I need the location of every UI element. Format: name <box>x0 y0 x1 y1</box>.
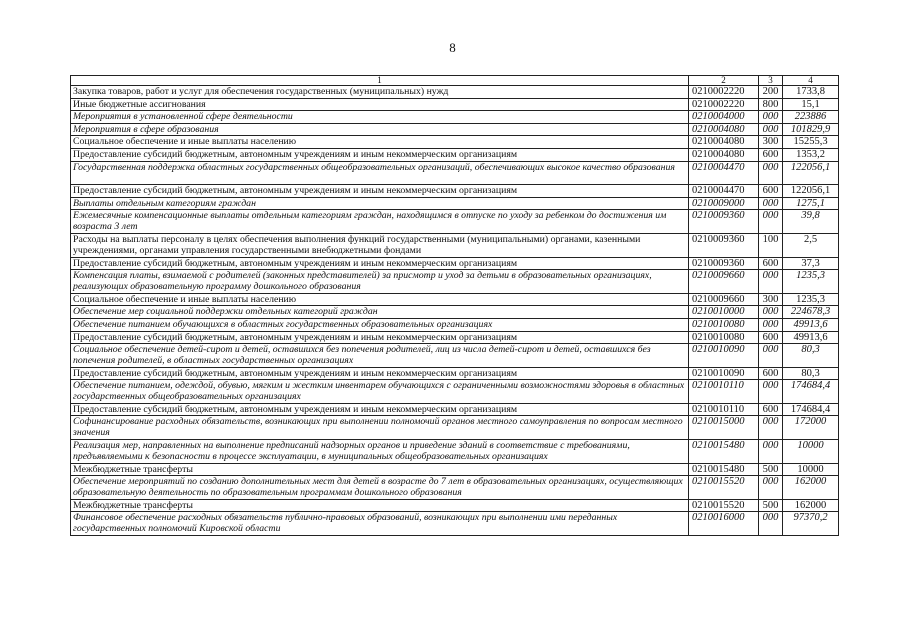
row-expense-type: 000 <box>759 440 783 464</box>
table-header-row <box>71 76 839 86</box>
row-expense-type: 000 <box>759 416 783 440</box>
row-expense-type: 600 <box>759 257 783 270</box>
row-expense-type: 000 <box>759 344 783 368</box>
row-code: 0210002220 <box>689 86 759 99</box>
row-name: Иные бюджетные ассигнования <box>71 98 689 111</box>
row-name: Ежемесячные компенсационные выплаты отдельным категориям граждан, находящимся в отпуске по уходу за ребенком до достижения им возраста 3 лет <box>71 210 689 234</box>
table-row <box>71 463 839 476</box>
row-amount: 49913,6 <box>783 318 839 331</box>
row-expense-type: 600 <box>759 403 783 416</box>
row-amount: 2,5 <box>783 233 839 257</box>
table-row <box>71 148 839 161</box>
row-name: Обеспечение питанием, одеждой, обувью, мягким и жестким инвентарем обучающихся с ограниченными возможностями здоровья в областных государственных общеобразовательных организациях <box>71 380 689 404</box>
row-amount: 10000 <box>783 463 839 476</box>
row-name: Финансовое обеспечение расходных обязательств публично-правовых образований, возникающих при выполнении ими переданных государственных полномочий Кировской области <box>71 512 689 536</box>
row-expense-type: 000 <box>759 512 783 536</box>
row-name: Закупка товаров, работ и услуг для обеспечения государственных (муниципальных) нужд <box>71 86 689 99</box>
row-expense-type: 100 <box>759 233 783 257</box>
row-name: Социальное обеспечение и иные выплаты населению <box>71 136 689 149</box>
row-name: Межбюджетные трансферты <box>71 499 689 512</box>
row-name: Обеспечение мер социальной поддержки отдельных категорий граждан <box>71 306 689 319</box>
row-amount: 15255,3 <box>783 136 839 149</box>
header-col-2: 2 <box>689 76 759 86</box>
table-row <box>71 318 839 331</box>
row-code: 0210016000 <box>689 512 759 536</box>
row-code: 0210009360 <box>689 210 759 234</box>
table-row <box>71 86 839 99</box>
row-expense-type: 600 <box>759 331 783 344</box>
budget-table <box>70 75 839 536</box>
row-name: Предоставление субсидий бюджетным, автономным учреждениям и иным некоммерческим организациям <box>71 148 689 161</box>
row-code: 0210015480 <box>689 440 759 464</box>
table-row <box>71 476 839 500</box>
row-amount: 1235,3 <box>783 293 839 306</box>
row-code: 0210009360 <box>689 233 759 257</box>
row-name: Реализация мер, направленных на выполнение предписаний надзорных органов и приведение зданий в соответствие с требованиями, предъявляемыми к безопасности в процессе эксплуатации, в муниципальных общеобразовательных организациях <box>71 440 689 464</box>
row-amount: 10000 <box>783 440 839 464</box>
row-amount: 122056,1 <box>783 161 839 185</box>
table-row <box>71 440 839 464</box>
row-amount: 162000 <box>783 476 839 500</box>
row-expense-type: 600 <box>759 367 783 380</box>
row-code: 0210015520 <box>689 476 759 500</box>
row-expense-type: 000 <box>759 318 783 331</box>
row-code: 0210010080 <box>689 331 759 344</box>
row-name: Предоставление субсидий бюджетным, автономным учреждениям и иным некоммерческим организациям <box>71 257 689 270</box>
row-name: Предоставление субсидий бюджетным, автономным учреждениям и иным некоммерческим организациям <box>71 367 689 380</box>
row-name: Обеспечение питанием обучающихся в областных государственных образовательных организациях <box>71 318 689 331</box>
row-expense-type: 000 <box>759 161 783 185</box>
row-expense-type: 600 <box>759 185 783 198</box>
row-code: 0210009660 <box>689 293 759 306</box>
table-row <box>71 136 839 149</box>
row-code: 0210010080 <box>689 318 759 331</box>
row-code: 0210004470 <box>689 185 759 198</box>
row-amount: 97370,2 <box>783 512 839 536</box>
table-row <box>71 344 839 368</box>
row-code: 0210009660 <box>689 270 759 294</box>
row-expense-type: 500 <box>759 463 783 476</box>
table-row <box>71 197 839 210</box>
row-amount: 174684,4 <box>783 403 839 416</box>
table-row <box>71 499 839 512</box>
table-row <box>71 123 839 136</box>
header-col-1: 1 <box>71 76 689 86</box>
row-name: Государственная поддержка областных государственных общеобразовательных организаций, обеспечивающих высокое качество образования <box>71 161 689 185</box>
row-code: 0210015520 <box>689 499 759 512</box>
row-code: 0210004080 <box>689 123 759 136</box>
table-row <box>71 380 839 404</box>
row-code: 0210010110 <box>689 380 759 404</box>
row-name: Мероприятия в сфере образования <box>71 123 689 136</box>
row-code: 0210004080 <box>689 148 759 161</box>
row-amount: 162000 <box>783 499 839 512</box>
row-code: 0210010000 <box>689 306 759 319</box>
table-row <box>71 257 839 270</box>
row-code: 0210009360 <box>689 257 759 270</box>
table-row <box>71 403 839 416</box>
row-expense-type: 000 <box>759 111 783 124</box>
row-name: Социальное обеспечение детей-сирот и детей, оставшихся без попечения родителей, лиц из числа детей-сирот и детей, оставшихся без попечения родителей, в областных государственных организациях <box>71 344 689 368</box>
row-amount: 223886 <box>783 111 839 124</box>
table-row <box>71 293 839 306</box>
row-code: 0210004080 <box>689 136 759 149</box>
table-row <box>71 306 839 319</box>
row-name: Выплаты отдельным категориям граждан <box>71 197 689 210</box>
row-expense-type: 600 <box>759 148 783 161</box>
table-row <box>71 512 839 536</box>
row-name: Социальное обеспечение и иные выплаты населению <box>71 293 689 306</box>
row-code: 0210010110 <box>689 403 759 416</box>
row-code: 0210015480 <box>689 463 759 476</box>
row-name: Компенсация платы, взимаемой с родителей (законных представителей) за присмотр и уход за детьми в образовательных организациях, реализующих образовательную программу дошкольного образования <box>71 270 689 294</box>
row-name: Мероприятия в установленной сфере деятельности <box>71 111 689 124</box>
header-col-3: 3 <box>759 76 783 86</box>
table-row <box>71 233 839 257</box>
table-row <box>71 331 839 344</box>
table-row <box>71 98 839 111</box>
row-expense-type: 000 <box>759 306 783 319</box>
row-expense-type: 800 <box>759 98 783 111</box>
row-amount: 172000 <box>783 416 839 440</box>
row-name: Обеспечение мероприятий по созданию дополнительных мест для детей в возрасте до 7 лет в образовательных организациях, осуществляющих образовательную деятельность по образовательным программам дошкольного образования <box>71 476 689 500</box>
row-amount: 122056,1 <box>783 185 839 198</box>
row-amount: 80,3 <box>783 344 839 368</box>
row-expense-type: 000 <box>759 380 783 404</box>
row-expense-type: 200 <box>759 86 783 99</box>
row-amount: 1353,2 <box>783 148 839 161</box>
row-amount: 1235,3 <box>783 270 839 294</box>
table-row <box>71 210 839 234</box>
row-code: 0210010090 <box>689 367 759 380</box>
row-name: Межбюджетные трансферты <box>71 463 689 476</box>
row-code: 0210010090 <box>689 344 759 368</box>
row-amount: 174684,4 <box>783 380 839 404</box>
header-col-4: 4 <box>783 76 839 86</box>
row-name: Расходы на выплаты персоналу в целях обеспечения выполнения функций государственными (муниципальными) органами, казенными учреждениями, органами управления государственными внебюджетными фондами <box>71 233 689 257</box>
table-row <box>71 367 839 380</box>
table-row <box>71 416 839 440</box>
row-name: Софинансирование расходных обязательств, возникающих при выполнении полномочий органов местного самоуправления по вопросам местного значения <box>71 416 689 440</box>
row-amount: 49913,6 <box>783 331 839 344</box>
row-code: 0210004470 <box>689 161 759 185</box>
row-expense-type: 000 <box>759 123 783 136</box>
row-amount: 39,8 <box>783 210 839 234</box>
row-expense-type: 500 <box>759 499 783 512</box>
row-code: 0210004000 <box>689 111 759 124</box>
table-row <box>71 111 839 124</box>
row-code: 0210009000 <box>689 197 759 210</box>
row-amount: 80,3 <box>783 367 839 380</box>
row-expense-type: 300 <box>759 293 783 306</box>
table-row <box>71 185 839 198</box>
row-amount: 224678,3 <box>783 306 839 319</box>
row-name: Предоставление субсидий бюджетным, автономным учреждениям и иным некоммерческим организациям <box>71 331 689 344</box>
row-amount: 101829,9 <box>783 123 839 136</box>
row-name: Предоставление субсидий бюджетным, автономным учреждениям и иным некоммерческим организациям <box>71 403 689 416</box>
row-expense-type: 000 <box>759 197 783 210</box>
row-amount: 1733,8 <box>783 86 839 99</box>
row-amount: 1275,1 <box>783 197 839 210</box>
page-number: 8 <box>449 40 456 55</box>
row-amount: 37,3 <box>783 257 839 270</box>
row-expense-type: 300 <box>759 136 783 149</box>
row-name: Предоставление субсидий бюджетным, автономным учреждениям и иным некоммерческим организациям <box>71 185 689 198</box>
row-code: 0210015000 <box>689 416 759 440</box>
table-row <box>71 270 839 294</box>
row-amount: 15,1 <box>783 98 839 111</box>
budget-table-body <box>71 76 839 536</box>
row-expense-type: 000 <box>759 476 783 500</box>
table-row <box>71 161 839 185</box>
row-code: 0210002220 <box>689 98 759 111</box>
row-expense-type: 000 <box>759 210 783 234</box>
row-expense-type: 000 <box>759 270 783 294</box>
